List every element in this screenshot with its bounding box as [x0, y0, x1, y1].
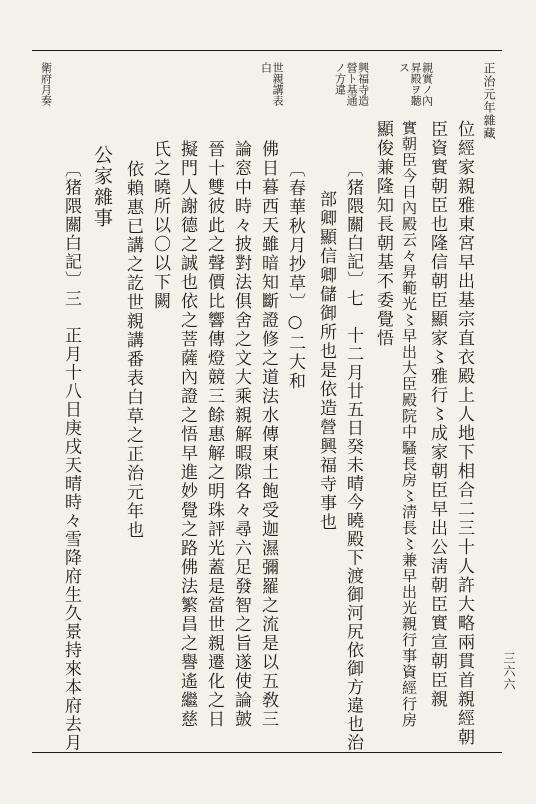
margin-note-seshin: 世親講表 白 — [259, 62, 285, 106]
text-column-12: 氏之曉所以〇以下闕 — [150, 140, 170, 311]
section-heading-kuge-zatsuji: 公家雜事 — [91, 145, 113, 229]
text-column-3: 實朝臣今日內殿云々昇範光〻早出大臣殿院中騷長房〻淸長〻兼早出光親行事資經行房 — [400, 120, 418, 728]
text-column-10: 晉十雙彼此之聲價比響傳燈競三餘惠解之明珠評光蓋是當世親遷化之日 — [204, 140, 224, 729]
text-column-1: 位經家親雅東宮早出基宗直衣殿上人地下相合二三十人許大略兩貫首親經朝 — [454, 120, 474, 747]
page-number: 三六六 — [502, 652, 516, 691]
margin-note-efu: 衛府月奏 — [39, 62, 53, 106]
text-column-15-source-inokuma: 〔猪隈關白記〕三 正月十八日庚戌天晴時々雪降府生久景持來本府去月 — [61, 160, 81, 752]
margin-note-shoden: 親實ノ內 昇殿ヲ聽 ス — [397, 62, 434, 106]
text-column-2: 臣資實朝臣也隆信朝臣顯家〻雅行〻成家朝臣早出公淸朝臣實宣朝臣親 — [427, 120, 447, 709]
text-column-13: 依賴惠已講之訖世親講番表白草之正治元年也 — [123, 160, 143, 540]
text-column-11: 擬門人謝德之誠也依之菩薩內證之悟早進妙覺之路佛法繁昌之譽遙繼慈 — [177, 140, 197, 729]
text-column-5-source-inokuma: 〔猪隈關白記〕七 十二月廿五日癸未晴今曉殿下渡御河尻依御方違也治 — [343, 160, 363, 752]
running-title: 正治元年雜藏 — [482, 62, 496, 140]
text-column-6: 部卿顯信卿儲御所也是依造營興福寺事也 — [316, 190, 336, 532]
bottom-rule — [32, 752, 502, 753]
text-column-7-source-shunka: 〔春華秋月抄草〕○二大和 — [285, 160, 305, 391]
margin-note-kofukuji: 興福寺造 營ト基通 ノ方違 — [333, 62, 370, 106]
text-column-4: 顯俊兼隆知長朝基不委覺悟 — [373, 120, 393, 348]
text-column-9: 論窓中時々披對法俱舍之文大乘親解暇隙各々尋六足發智之旨遂使論皷 — [231, 140, 251, 729]
text-column-8: 佛日暮西天雖暗知斷證修之道法水傳東土飽受迦濕彌羅之流是以五敎三 — [258, 140, 278, 729]
top-rule — [32, 50, 502, 51]
